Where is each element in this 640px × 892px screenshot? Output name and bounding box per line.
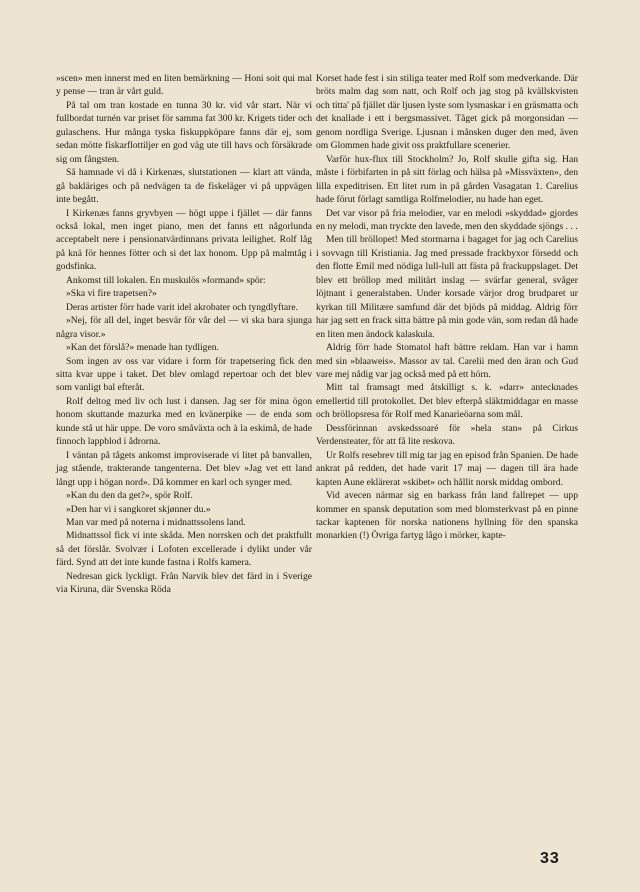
paragraph: I Kirkenæs fanns gryvbyen — högt uppe i fjället — där fanns också lokal, men inget piano, men det fanns ett någorlunda acceptabelt nere i pensionatvärdinnans privata leilighet. Rolf låg på knä för hennes fötter och si det lax honom. Upp på malmtåg i godsfinka. bbox=[56, 207, 312, 273]
paragraph: I väntan på tågets ankomst improviserade vi litet på banvallen, jag stående, trakterande tangenterna. Det blev »Jag vet ett land långt upp i högan nord». Då kommer en karl och synger med. bbox=[56, 449, 312, 488]
paragraph: Ankomst till lokalen. En muskulös »formand» spör: bbox=[66, 274, 266, 286]
paragraph: Så hamnade vi då i Kirkenæs, slutstationen — klart att vända, gå bakläriges och på nedvägen ta de fiskeläger vi på uppvägen inte begått. bbox=[56, 167, 312, 206]
paragraph: Deras artister förr hade varit idel akrobater och tyngdlyftare. bbox=[66, 301, 299, 313]
paragraph: Mitt tal framsagt med åtskilligt s. k. »darr» antecknades emellertid till protokollet. Det blev efterpå släktmiddagar en masse och bröllopsresa för Rolf med Kanarieöarna som mål. bbox=[316, 382, 578, 421]
paragraph: Nedresan gick lyckligt. Från Narvik blev det färd in i Sverige via Kiruna, där Svenska Röda bbox=[56, 570, 312, 596]
paragraph: »scen» men innerst med en liten bemärkning — Honi soit qui mal y pense — tran är vårt guld. bbox=[56, 73, 312, 98]
paragraph: Som ingen av oss var vidare i form för trapetsering fick den sitta kvar uppe i taket. Det blev omlagd repertoar och det blev som vanligt bal efteråt. bbox=[56, 355, 312, 394]
right-column bbox=[316, 72, 578, 543]
paragraph: På tal om tran kostade en tunna 30 kr. vid vår start. När vi fullbordat turnén var priset för samma fat 300 kr. Krigets tider och gulaschens. Hur många tyska fiskuppköpare fanns där ej, som sedan mötte fiskarflottiljer en god väg ute till havs och försäkrade sig om fångsten. bbox=[56, 99, 312, 165]
paragraph: Aldrig förr hade Stomatol haft bättre reklam. Han var i hamn med sin »blaaweis». Massor av tal. Carelii med den äran och Gud vare mej nådig var jag också med på ett hörn. bbox=[316, 342, 578, 380]
paragraph: Midnattssol fick vi inte skåda. Men norrsken och det praktfullt så det förslår. Svolvær i Lofoten excellerade i dylikt under vår färd. Synd att det inte kunde fastna i Rolfs kamera. bbox=[56, 530, 312, 569]
paragraph: »Nej, för all del, inget besvär för vår del — vi ska bara sjunga några visor.» bbox=[56, 315, 312, 340]
paragraph: Ur Rolfs resebrev till mig tar jag en episod från Spanien. De hade ankrat på redden, det hade varit 17 maj — dagen till ära hade kapten Aune eklärerat »skibet» och hållit norsk middag ombord. bbox=[316, 449, 578, 488]
paragraph: Varför hux-flux till Stockholm? Jo, Rolf skulle gifta sig. Han måste i förbifarten in på sitt förlag och hälsa på »Missväxten», den lilla expeditrisen. Ett litet rum in på gården Vasagatan 1. Carelius hade förut förlagt samtliga Rolfmelodier, nu hade han eget. bbox=[316, 153, 578, 206]
paragraph: »Den har vi i sangkoret skjønner du.» bbox=[66, 503, 211, 515]
paragraph: Man var med på noterna i midnattssolens land. bbox=[66, 516, 246, 528]
paragraph: Det var visor på fria melodier, var en melodi »skyddad» gjordes en ny melodi, man tryckte den lavede, men den skyddade sjöngs . . . bbox=[316, 207, 578, 232]
paragraph: Rolf deltog med liv och lust i dansen. Jag ser för mina ögon honom skuttande mazurka med en kvänerpike — de enda som kunde stå ut här uppe. De voro småväxta och à la eskimå, de hade finnoch lappblod i ådrorna. bbox=[56, 395, 312, 448]
paragraph: Men till bröllopet! Med stormarna i bagaget for jag och Carelius i sovvagn till Kristiania. Jag med pressade frackbyxor försedd och den flotte Emil med nödiga lull-lull att fästa på frackuppslaget. Det blev ett bröllop med militärt inslag — svärfar general, svåger löjtnant i generalstaben. Under korsade värjor drog brudparet ur kyrkan till Militære samfund där det bjöds på middag. Aldrig förr har jag sett en frack sitta bättre på min gode vän, som redan då hade en liten men ändock kalaskula. bbox=[316, 234, 578, 340]
left-column bbox=[56, 72, 312, 597]
page-number: 33 bbox=[540, 850, 560, 867]
paragraph: »Kan du den da get?», spör Rolf. bbox=[66, 490, 193, 502]
paragraph: Korset hade fest i sin stiliga teater med Rolf som medverkande. Där bröts malm dag som natt, och Rolf och jag stog på kvällskvisten och titta' på fjället där ljusen lyste som lysmaskar i en gräsmatta och det knallade i ett i bergsmassivet. Tåget gick på morgonsidan — genom nordliga Sverige. Ljusnan i månsken duger den med, även om Glommen hade givit oss praktfullare scenerier. bbox=[316, 73, 578, 152]
paragraph: Vid avecen närmar sig en barkass från land fallrepet — upp kommer en spansk deputation som med blomsterkvast på en pinne tackar kaptenen för norska nationens hyllning för den spanska monarkien (!) Övriga fartyg lågo i mörker, kapte- bbox=[316, 490, 578, 542]
paragraph: Dessförinnan avskedssoaré för »hela stan» på Cirkus Verdensteater, för att få lite reskova. bbox=[316, 422, 578, 448]
paragraph: »Ska vi fire trapetsen?» bbox=[66, 288, 157, 300]
paragraph: »Kan det förslå?» menade han tydligen. bbox=[66, 342, 219, 354]
